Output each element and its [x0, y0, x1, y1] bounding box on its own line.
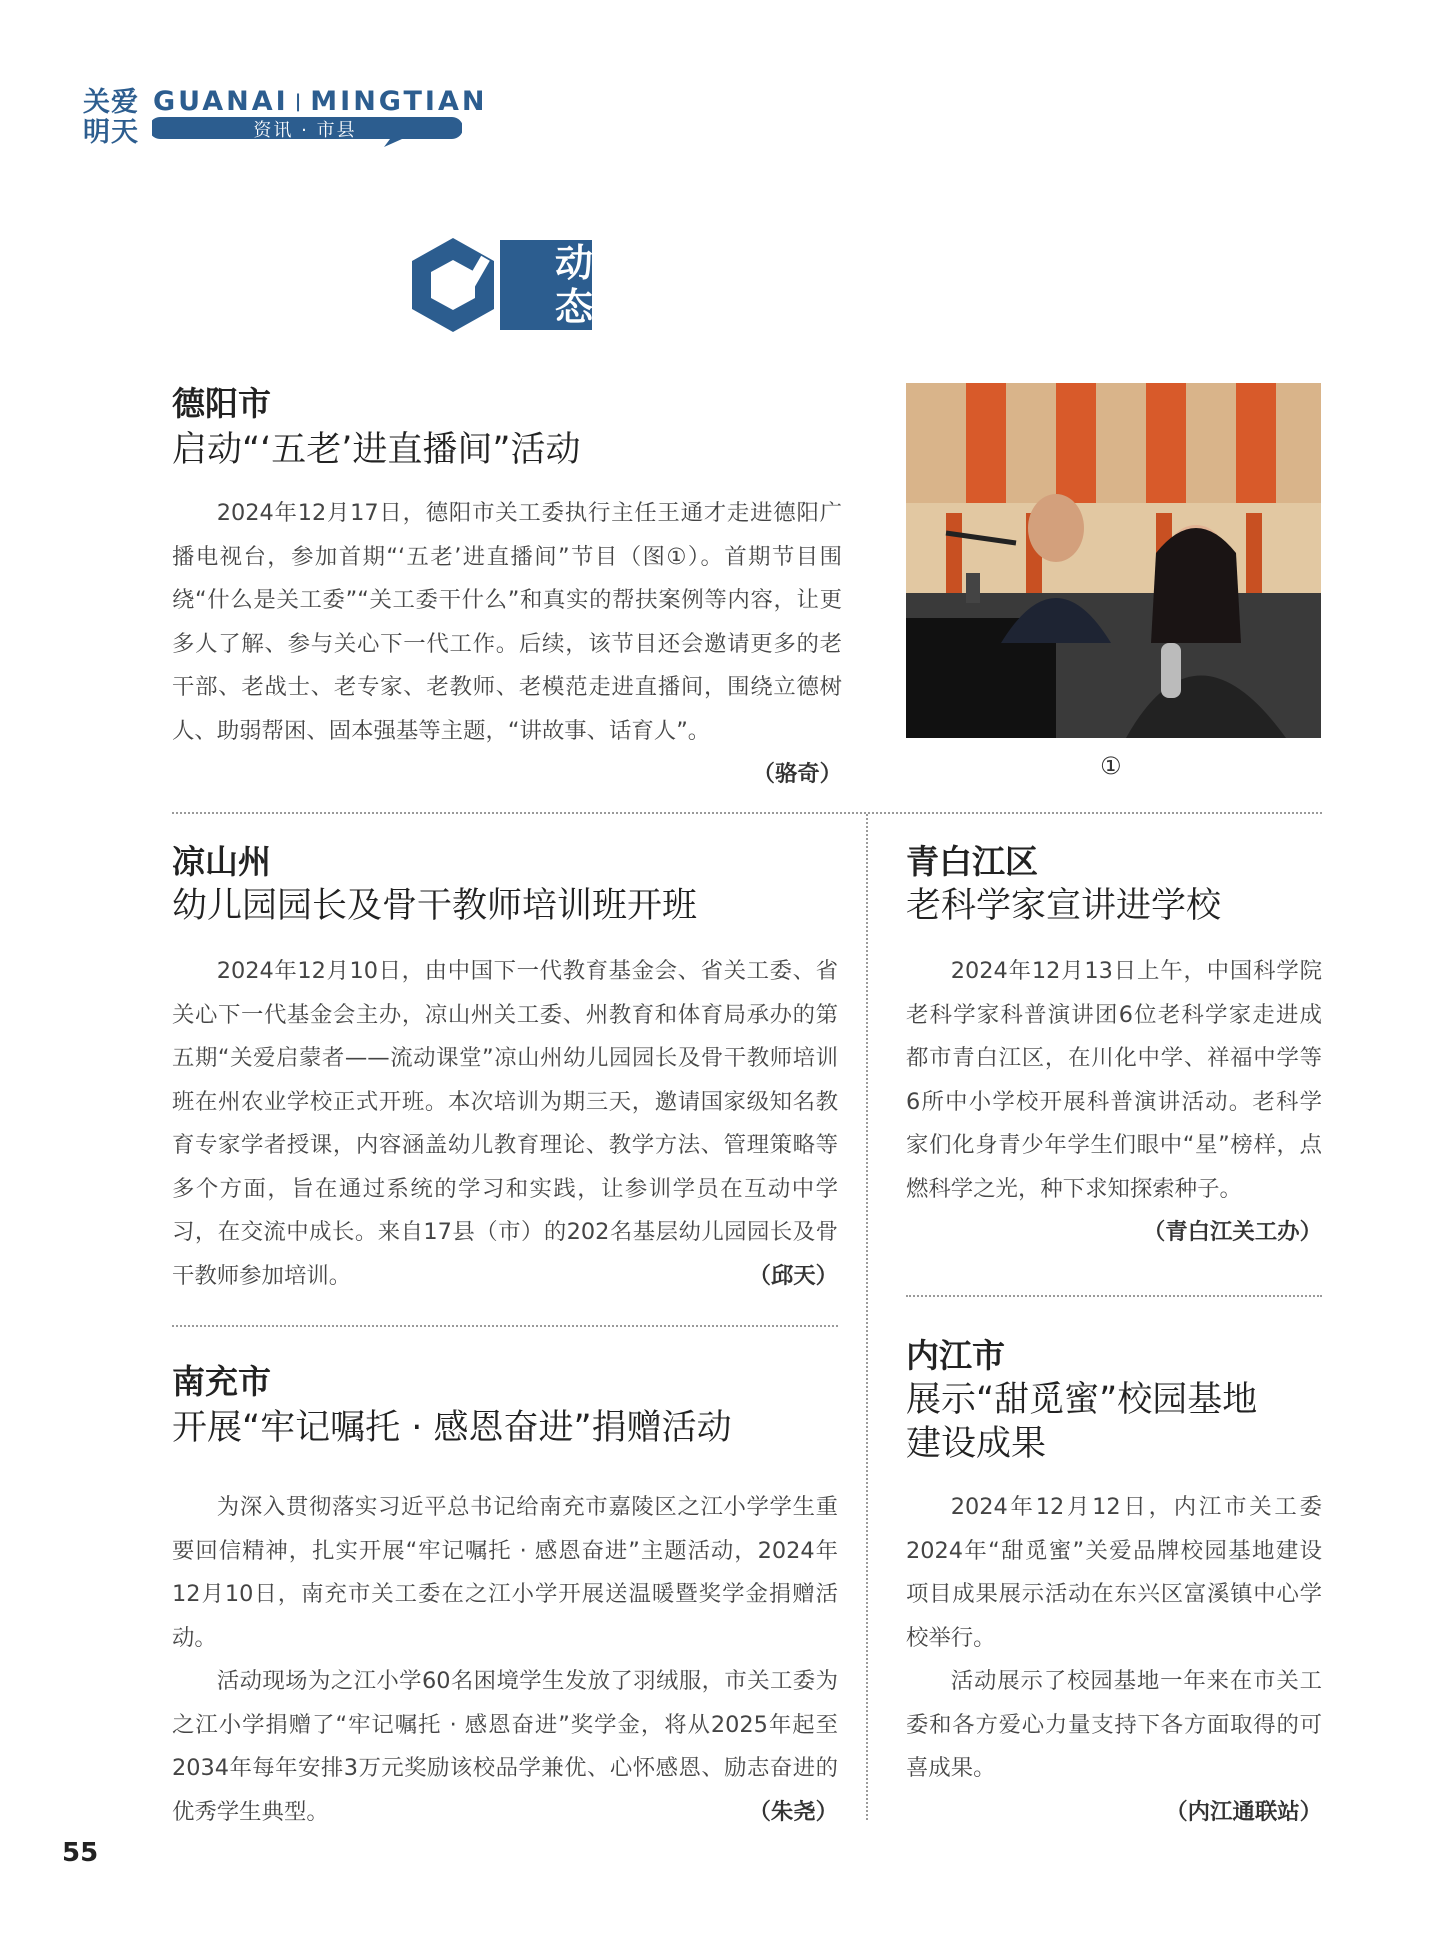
brand-en-right: MINGTIAN — [310, 86, 488, 117]
article-qingbaijiang-headline: 老科学家宣讲进学校 — [906, 886, 1222, 926]
brand-en-left: GUANAI — [153, 86, 289, 117]
radio-studio-photo — [906, 383, 1321, 738]
page-number: 55 — [62, 1838, 99, 1868]
article-neijiang-place: 内江市 — [906, 1336, 1005, 1375]
article-neijiang-headline-line-1: 展示“甜觅蜜”校园基地 — [906, 1380, 1258, 1420]
article-nanchong-paragraph-2: 活动现场为之江小学60名困境学生发放了羽绒服，市关工委为之江小学捐赠了“牢记嘱托 · 感恩奋进”奖学金，将从2025年起至2034年每年安排3万元奖励该校品学兼优、心怀感恩、励志奋进的优秀学生典型。 — [172, 1668, 838, 1825]
article-qingbaijiang-source: （青白江关工办） — [1142, 1219, 1322, 1245]
article-deyang-source: （骆奇） — [752, 761, 842, 787]
article-neijiang-paragraph-2: 活动展示了校园基地一年来在市关工委和各方爱心力量支持下各方面取得的可喜成果。 — [906, 1668, 1322, 1781]
article-nanchong-source: （朱尧） — [748, 1798, 838, 1825]
article-deyang-body — [172, 492, 842, 797]
separator-right-middle — [906, 1295, 1322, 1297]
brand-chinese-logo: 关爱明天 — [83, 87, 139, 148]
article-nanchong-place: 南充市 — [172, 1362, 271, 1401]
article-neijiang-headline-line-2: 建设成果 — [906, 1424, 1047, 1464]
article-liangshan-text: 2024年12月10日，由中国下一代教育基金会、省关工委、省关心下一代基金会主办，凉山州关工委、州教育和体育局承办的第五期“关爱启蒙者——流动课堂”凉山州幼儿园园长及骨干教师培训班在州农业学校正式开班。本次培训为期三天，邀请国家级知名教育专家学者授课，内容涵盖幼儿教育理论、教学方法、管理策略等多个方面，旨在通过系统的学习和实践，让参训学员在互动中学习，在交流中成长。来自17县（市）的202名基层幼儿园园长及骨干教师参加培训。 — [172, 958, 838, 1289]
article-liangshan-source: （邱天） — [748, 1262, 838, 1289]
section-title-char-1: 动 — [555, 241, 594, 285]
separator-left-middle — [172, 1325, 838, 1327]
article-nanchong-paragraph-1: 为深入贯彻落实习近平总书记给南充市嘉陵区之江小学学生重要回信精神，扎实开展“牢记嘱托 · 感恩奋进”主题活动，2024年12月10日，南充市关工委在之江小学开展送温暖暨奖学金捐赠活动。 — [172, 1494, 838, 1651]
article-deyang-place: 德阳市 — [172, 384, 271, 423]
article-qingbaijiang-text: 2024年12月13日上午，中国科学院老科学家科普演讲团6位老科学家走进成都市青白江区，在川化中学、祥福中学等6所中小学校开展科普演讲活动。老科学家们化身青少年学生们眼中“星”榜样，点燃科学之光，种下求知探索种子。 — [906, 958, 1322, 1202]
separator-vertical — [866, 814, 868, 1820]
article-nanchong-body — [172, 1486, 838, 1834]
article-qingbaijiang-place: 青白江区 — [906, 842, 1038, 881]
separator-top — [172, 812, 1322, 814]
photo-caption: ① — [1100, 752, 1122, 780]
article-nanchong-headline: 开展“牢记嘱托 · 感恩奋进”捐赠活动 — [172, 1408, 732, 1448]
article-deyang-text: 2024年12月17日，德阳市关工委执行主任王通才走进德阳广播电视台，参加首期“‘五老’进直播间”节目（图①）。首期节目围绕“什么是关工委”“关工委干什么”和真实的帮扶案例等内容，让更多人了解、参与关心下一代工作。后续，该节目还会邀请更多的老干部、老战士、老专家、老教师、老模范走进直播间，围绕立德树人、助弱帮困、固本强基等主题，“讲故事、话育人”。 — [172, 500, 842, 744]
section-title-char-2: 态 — [555, 285, 594, 329]
article-liangshan-body — [172, 950, 838, 1298]
article-neijiang-body — [906, 1486, 1322, 1834]
section-label: 资讯 · 市县 — [253, 120, 357, 141]
article-neijiang-source: （内江通联站） — [1165, 1798, 1322, 1825]
brand-english-title: GUANAI | MINGTIAN — [153, 86, 488, 117]
article-neijiang-paragraph-1: 2024年12月12日，内江市关工委2024年“甜觅蜜”关爱品牌校园基地建设项目成果展示活动在东兴区富溪镇中心学校举行。 — [906, 1494, 1322, 1651]
article-deyang-headline: 启动“‘五老’进直播间”活动 — [172, 430, 581, 470]
article-liangshan-place: 凉山州 — [172, 842, 271, 881]
article-qingbaijiang-body — [906, 950, 1322, 1255]
article-liangshan-headline: 幼儿园园长及骨干教师培训班开班 — [172, 886, 698, 926]
hexagon-logo-icon — [410, 236, 496, 334]
